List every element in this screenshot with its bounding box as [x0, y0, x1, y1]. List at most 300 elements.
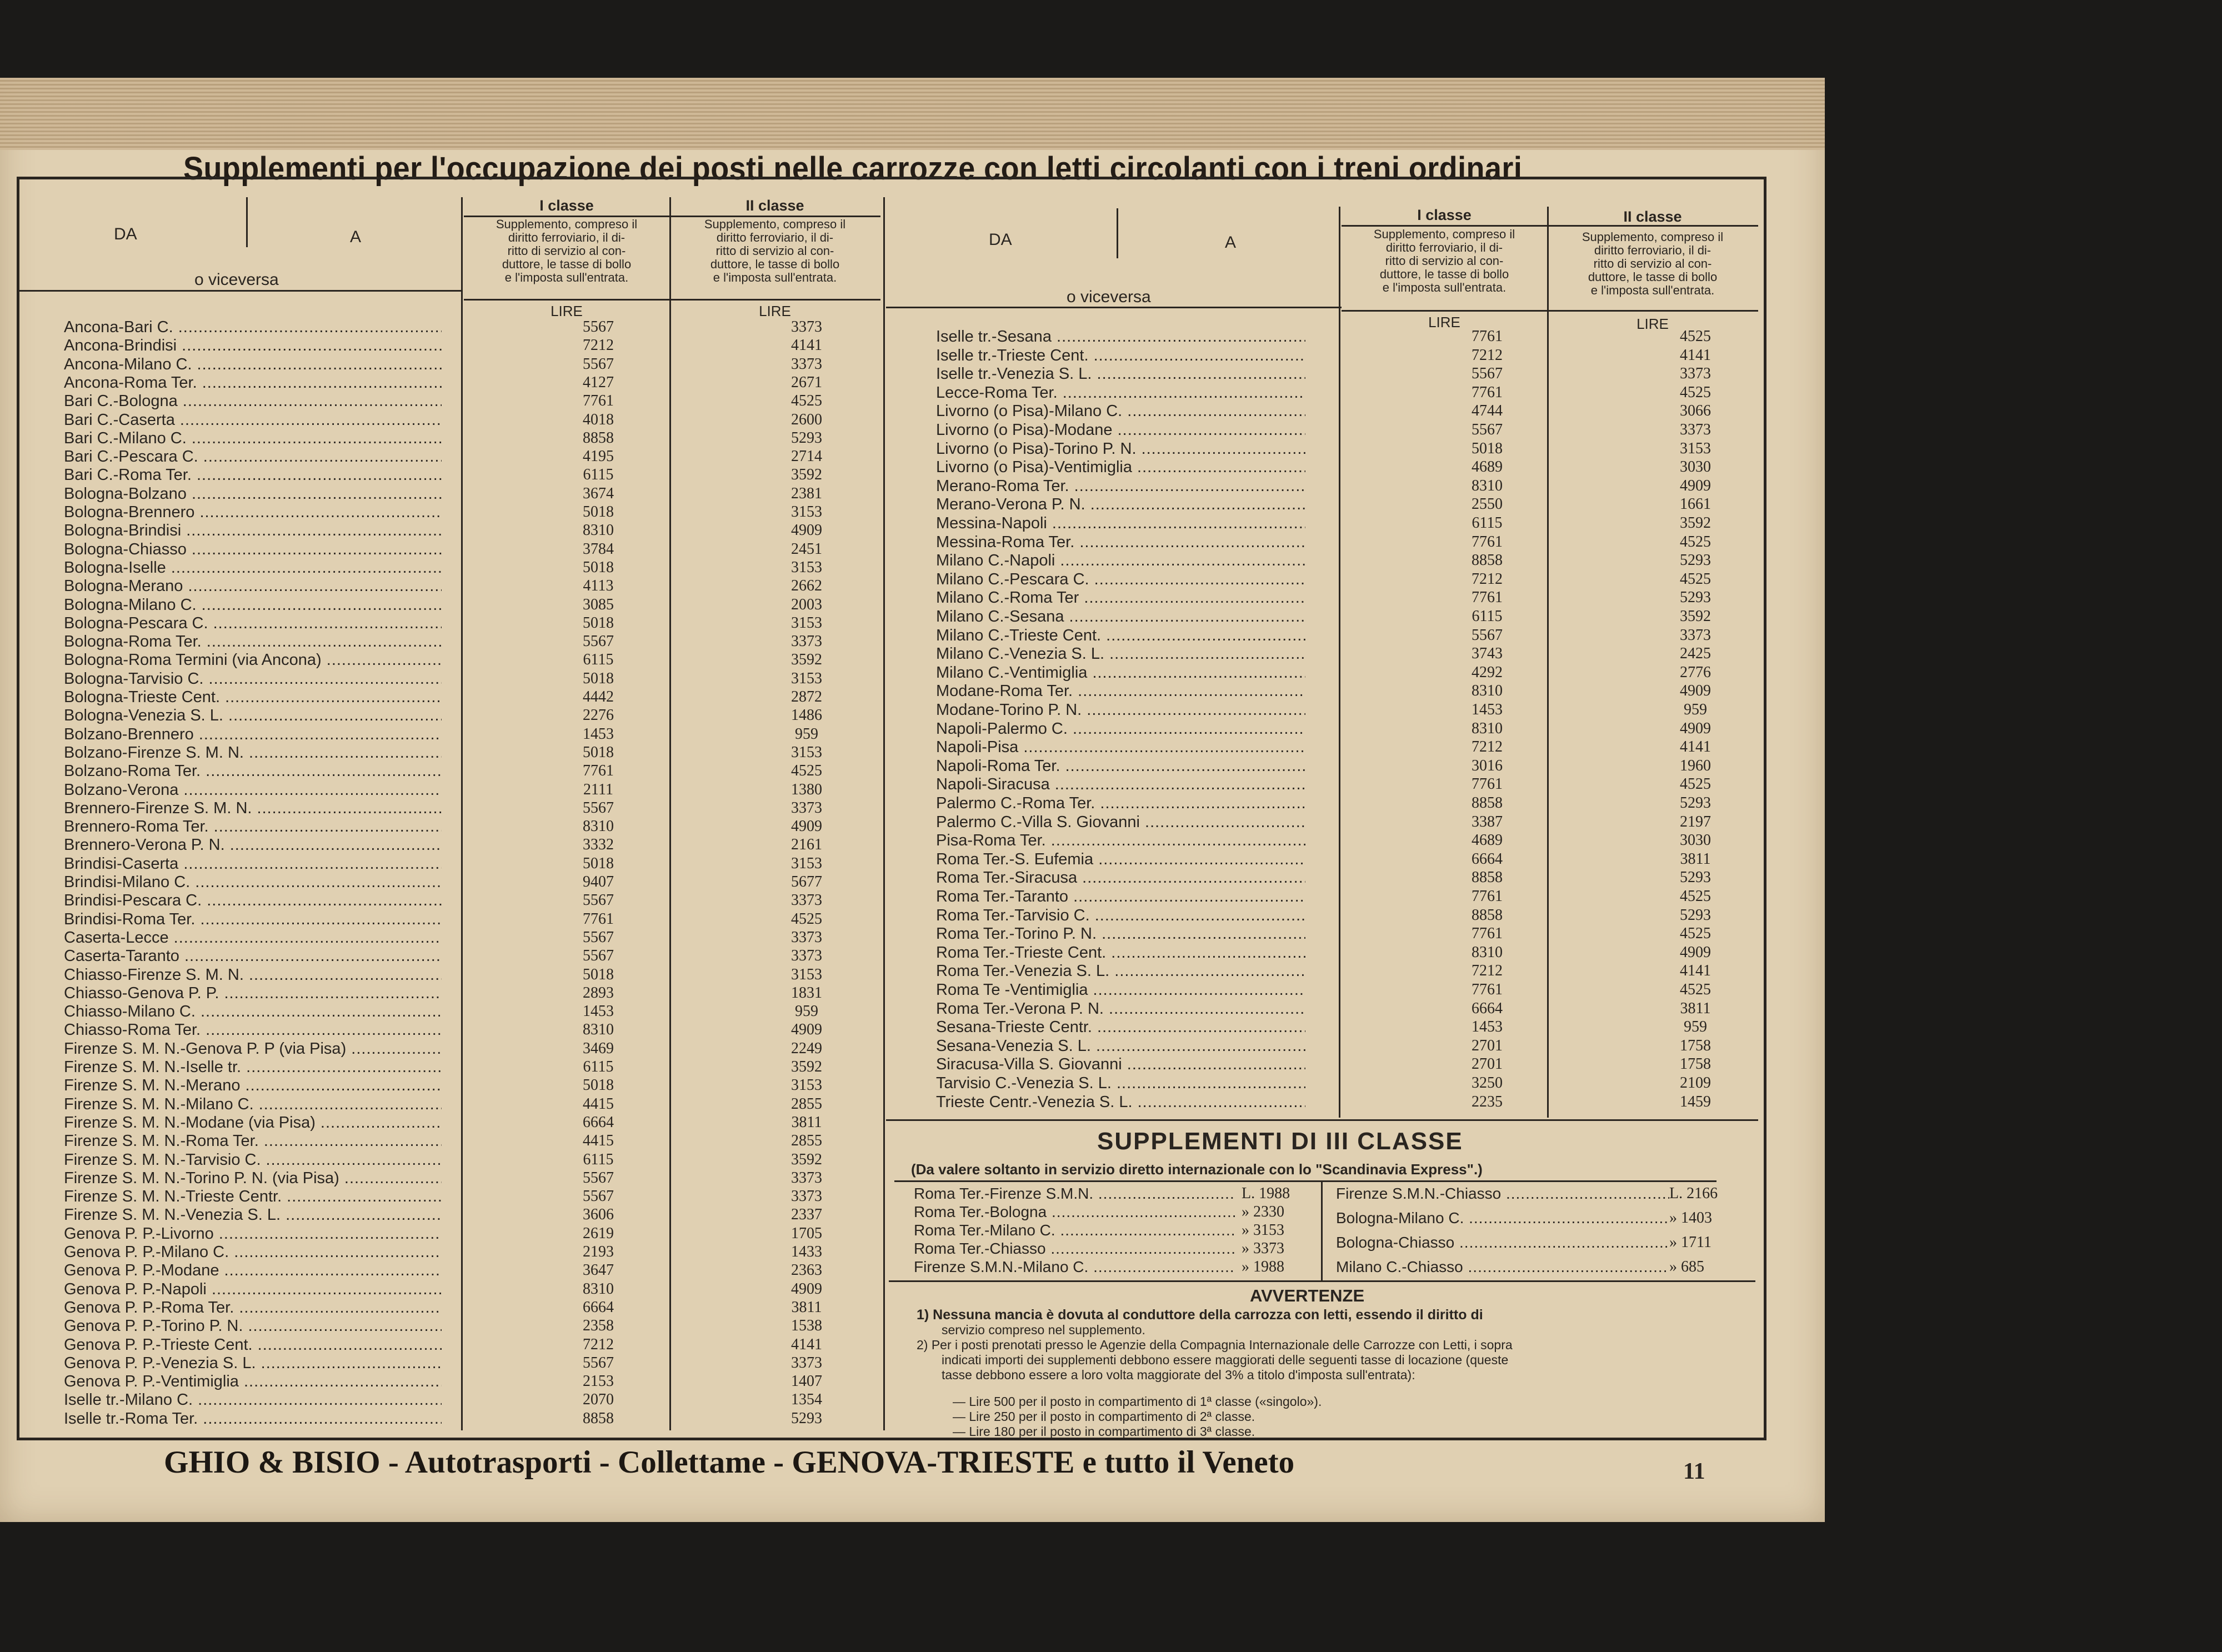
- left-class2-label: II classe: [745, 197, 804, 214]
- class1-price: 6115: [1472, 608, 1503, 625]
- route-label: Firenze S. M. N.-Tarvisio C. .....: [64, 1151, 442, 1169]
- class1-price: 8310: [583, 1280, 614, 1298]
- left-row: [64, 651, 884, 669]
- class2-price: 4909: [791, 818, 822, 835]
- class2-price: 3373: [791, 892, 822, 909]
- class2-price: 3153: [1680, 439, 1711, 457]
- route-label: Bologna-Brennero .....: [64, 503, 442, 522]
- class2-price: 4909: [791, 1280, 822, 1298]
- left-desc-rule: [464, 299, 880, 301]
- route-label: Bologna-Roma Termini (via Ancona) .....: [64, 651, 442, 669]
- left-header-divider: [246, 197, 248, 247]
- class1-price: 4113: [583, 577, 614, 595]
- class2-price: 3373: [791, 355, 822, 373]
- left-row: [64, 1206, 884, 1224]
- right-row: [936, 869, 1773, 887]
- route-label: Roma Ter.-Trieste Cent. .....: [936, 944, 1305, 962]
- class1-price: 5018: [1472, 439, 1503, 457]
- left-row: [64, 392, 884, 411]
- right-row: [936, 402, 1773, 420]
- route-label: Modane-Roma Ter. .....: [936, 682, 1305, 700]
- iii-route-label: Roma Ter.-Firenze S.M.N. .....: [914, 1185, 1236, 1203]
- route-label: Trieste Centr.-Venezia S. L. .....: [936, 1093, 1305, 1112]
- route-label: Napoli-Palermo C. .....: [936, 720, 1305, 738]
- route-label: Tarvisio C.-Venezia S. L. .....: [936, 1074, 1305, 1093]
- route-label: Bologna-Tarvisio C. .....: [64, 670, 442, 688]
- class1-price: 3387: [1472, 813, 1503, 830]
- left-row: [64, 540, 884, 559]
- route-label: Genova P. P.-Torino P. N. .....: [64, 1317, 442, 1335]
- class2-price: 2671: [791, 373, 822, 391]
- route-label: Iselle tr.-Sesana .....: [936, 328, 1305, 346]
- class1-price: 2701: [1472, 1037, 1503, 1054]
- class1-price: 8310: [1472, 719, 1503, 737]
- left-row: [64, 892, 884, 910]
- left-row: [64, 318, 884, 337]
- class2-price: 4525: [791, 910, 822, 928]
- right-row: [936, 570, 1773, 589]
- route-label: Bari C.-Bologna .....: [64, 392, 442, 411]
- class1-price: 5018: [583, 669, 614, 687]
- left-row: [64, 356, 884, 374]
- class1-price: 2111: [583, 780, 613, 798]
- route-label: Messina-Napoli .....: [936, 514, 1305, 533]
- left-row: [64, 448, 884, 466]
- left-row: [64, 374, 884, 392]
- left-row: [64, 725, 884, 744]
- right-row: [936, 645, 1773, 663]
- right-row: [936, 1018, 1773, 1037]
- class1-price: 3085: [583, 595, 614, 613]
- left-row: [64, 1280, 884, 1299]
- right-row: [936, 794, 1773, 813]
- left-row: [64, 1114, 884, 1132]
- route-label: Brindisi-Milano C. .....: [64, 873, 442, 892]
- route-label: Livorno (o Pisa)-Ventimiglia .....: [936, 458, 1305, 477]
- route-label: Milano C.-Pescara C. .....: [936, 570, 1305, 589]
- route-label: Bari C.-Caserta .....: [64, 411, 442, 429]
- class1-price: 5018: [583, 558, 614, 576]
- class2-price: 3373: [791, 318, 822, 336]
- class2-price: 4525: [1680, 383, 1711, 401]
- route-label: Siracusa-Villa S. Giovanni .....: [936, 1055, 1305, 1074]
- class2-price: 3373: [791, 1188, 822, 1205]
- page-number: 11: [1683, 1459, 1705, 1484]
- iii-header-rule: [894, 1180, 1716, 1182]
- left-row: [64, 670, 884, 688]
- route-label: Genova P. P.-Napoli .....: [64, 1280, 442, 1299]
- route-label: Roma Ter.-Taranto .....: [936, 888, 1305, 906]
- left-row: [64, 1317, 884, 1335]
- class1-price: 8858: [1472, 906, 1503, 924]
- class1-price: 7212: [1472, 962, 1503, 980]
- right-row: [936, 813, 1773, 832]
- class1-price: 7761: [1472, 888, 1503, 905]
- class2-price: 5293: [1680, 869, 1711, 887]
- left-row: [64, 799, 884, 818]
- class1-price: 7761: [1472, 981, 1503, 998]
- class1-price: 3784: [583, 540, 614, 558]
- iii-price: » 1711: [1669, 1234, 1711, 1251]
- class1-price: 5567: [583, 633, 614, 650]
- left-row: [64, 1021, 884, 1039]
- class1-price: 7761: [1472, 383, 1503, 401]
- route-label: Brindisi-Caserta .....: [64, 855, 442, 873]
- right-row: [936, 440, 1773, 458]
- class2-price: 4525: [1680, 328, 1711, 345]
- iii-bottom-rule: [889, 1280, 1755, 1282]
- left-row: [64, 1132, 884, 1150]
- class2-price: 2197: [1680, 813, 1711, 830]
- route-label: Bologna-Milano C. .....: [64, 596, 442, 614]
- right-row: [936, 888, 1773, 906]
- right-header-rule: [886, 307, 1342, 308]
- right-header-a: A: [1225, 233, 1237, 252]
- class2-price: 3066: [1680, 402, 1711, 420]
- left-row: [64, 1243, 884, 1261]
- route-label: Firenze S. M. N.-Modane (via Pisa) .....: [64, 1114, 442, 1132]
- right-row: [936, 347, 1773, 365]
- right-row: [936, 1000, 1773, 1018]
- class1-price: 5567: [1472, 365, 1503, 383]
- class2-price: 1486: [791, 707, 822, 724]
- iii-top-rule: [886, 1119, 1758, 1121]
- left-row: [64, 1003, 884, 1021]
- left-row: [64, 614, 884, 633]
- class2-price: 959: [795, 1003, 818, 1020]
- class2-price: 1538: [791, 1317, 822, 1335]
- class2-price: 3811: [791, 1113, 822, 1131]
- route-label: Ancona-Roma Ter. .....: [64, 374, 442, 392]
- class2-price: 1661: [1680, 495, 1711, 513]
- right-row: [936, 944, 1773, 962]
- class2-price: 3811: [1680, 999, 1711, 1017]
- class2-price: 2425: [1680, 645, 1711, 663]
- class2-price: 4525: [1680, 570, 1711, 588]
- class1-price: 1453: [583, 725, 614, 743]
- class2-price: 3373: [791, 928, 822, 946]
- route-label: Merano-Roma Ter. .....: [936, 477, 1305, 495]
- right-row: [936, 458, 1773, 477]
- right-row: [936, 1037, 1773, 1055]
- class1-price: 3332: [583, 836, 614, 854]
- left-row: [64, 1188, 884, 1206]
- iii-route-label: Firenze S.M.N.-Milano C. .....: [914, 1258, 1236, 1276]
- class1-price: 7761: [1472, 589, 1503, 607]
- right-class1-desc: Supplemento, compreso il diritto ferroviario, il di- ritto di servizio al con- duttore, le tasse di bollo e l'imposta sull'entrata.: [1373, 227, 1515, 294]
- class1-price: 4415: [583, 1132, 614, 1150]
- route-label: Palermo C.-Roma Ter. .....: [936, 794, 1305, 813]
- class1-price: 3606: [583, 1206, 614, 1224]
- class1-price: 3647: [583, 1261, 614, 1279]
- iii-route-label: Firenze S.M.N.-Chiasso .....: [1336, 1185, 1669, 1203]
- route-label: Firenze S. M. N.-Torino P. N. (via Pisa) .....: [64, 1169, 442, 1188]
- class1-price: 1453: [1472, 1018, 1503, 1036]
- right-row: [936, 925, 1773, 943]
- class1-price: 7212: [1472, 346, 1503, 364]
- class1-price: 5567: [583, 318, 614, 336]
- route-label: Firenze S. M. N.-Iselle tr. .....: [64, 1058, 442, 1077]
- class1-price: 7212: [1472, 738, 1503, 756]
- class2-price: 3373: [791, 1354, 822, 1371]
- right-row: [936, 757, 1773, 775]
- class2-price: 5293: [1680, 794, 1711, 812]
- class1-price: 1453: [1472, 701, 1503, 718]
- right-row: [936, 907, 1773, 925]
- class1-price: 5018: [583, 614, 614, 632]
- class1-price: 5018: [583, 503, 614, 520]
- left-row: [64, 781, 884, 799]
- class1-price: 8858: [1472, 552, 1503, 569]
- right-row: [936, 1093, 1773, 1112]
- route-label: Iselle tr.-Trieste Cent. .....: [936, 347, 1305, 365]
- right-row: [936, 850, 1773, 869]
- route-label: Ancona-Brindisi .....: [64, 337, 442, 355]
- left-row: [64, 966, 884, 984]
- right-row: [936, 477, 1773, 495]
- class1-price: 4744: [1472, 402, 1503, 420]
- class1-price: 3674: [583, 484, 614, 502]
- route-label: Lecce-Roma Ter. .....: [936, 384, 1305, 402]
- route-label: Napoli-Roma Ter. .....: [936, 757, 1305, 775]
- class1-price: 6664: [583, 1113, 614, 1131]
- right-row: [936, 589, 1773, 607]
- route-label: Sesana-Trieste Centr. .....: [936, 1018, 1305, 1037]
- class2-price: 4141: [791, 1335, 822, 1353]
- right-row: [936, 1074, 1773, 1093]
- class2-price: 2600: [791, 411, 822, 428]
- class2-price: 1705: [791, 1224, 822, 1242]
- left-row: [64, 1169, 884, 1188]
- class2-price: 5293: [791, 429, 822, 447]
- iii-route-label: Milano C.-Chiasso .....: [1336, 1258, 1669, 1276]
- route-label: Chiasso-Genova P. P. .....: [64, 984, 442, 1003]
- route-label: Iselle tr.-Roma Ter. .....: [64, 1410, 442, 1428]
- class2-price: 3592: [791, 1058, 822, 1075]
- class2-price: 3373: [791, 799, 822, 817]
- route-label: Milano C.-Napoli .....: [936, 552, 1305, 570]
- right-class1-label: I classe: [1417, 207, 1472, 223]
- route-label: Bologna-Venezia S. L. .....: [64, 707, 442, 725]
- iii-price: » 1403: [1669, 1209, 1712, 1227]
- class2-price: 4909: [791, 522, 822, 539]
- right-header-viceversa: o viceversa: [1067, 288, 1151, 306]
- class1-price: 7212: [583, 1335, 614, 1353]
- class1-price: 5018: [583, 965, 614, 983]
- route-label: Chiasso-Roma Ter. .....: [64, 1021, 442, 1039]
- class2-price: 3153: [791, 1077, 822, 1094]
- left-row: [64, 836, 884, 854]
- class1-price: 7212: [1472, 570, 1503, 588]
- route-label: Chiasso-Milano C. .....: [64, 1003, 442, 1021]
- class1-price: 6664: [583, 1298, 614, 1316]
- class1-price: 6115: [583, 651, 614, 669]
- class2-price: 2381: [791, 484, 822, 502]
- class1-price: 6115: [583, 1058, 614, 1075]
- right-class-rule: [1342, 225, 1758, 227]
- route-label: Bologna-Chiasso .....: [64, 540, 442, 559]
- route-label: Milano C.-Trieste Cent. .....: [936, 627, 1305, 645]
- class1-price: 8310: [583, 818, 614, 835]
- left-row: [64, 577, 884, 595]
- route-label: Firenze S. M. N.-Roma Ter. .....: [64, 1132, 442, 1150]
- class2-price: 3153: [791, 669, 822, 687]
- iii-class-subtitle: (Da valere soltanto in servizio diretto internazionale con lo "Scandinavia Express".): [911, 1161, 1483, 1178]
- class1-price: 7212: [583, 337, 614, 354]
- route-label: Roma Ter.-Verona P. N. .....: [936, 1000, 1305, 1018]
- class1-price: 8310: [583, 1021, 614, 1039]
- class2-price: 3030: [1680, 832, 1711, 849]
- left-row: [64, 707, 884, 725]
- class1-price: 7761: [1472, 533, 1503, 550]
- route-label: Ancona-Milano C. .....: [64, 356, 442, 374]
- left-row: [64, 1225, 884, 1243]
- page-edge: [0, 78, 1825, 150]
- class1-price: 6664: [1472, 850, 1503, 868]
- left-row: [64, 1354, 884, 1373]
- route-label: Bologna-Merano .....: [64, 577, 442, 595]
- left-row: [64, 1373, 884, 1391]
- iii-route-label: Roma Ter.-Bologna .....: [914, 1203, 1236, 1221]
- left-row: [64, 1151, 884, 1169]
- avvertenze-line: — Lire 500 per il posto in compartimento di 1ª classe («singolo»).: [953, 1394, 1322, 1409]
- class2-price: 4141: [791, 337, 822, 354]
- class1-price: 7761: [583, 910, 614, 928]
- route-label: Bologna-Iselle .....: [64, 559, 442, 577]
- class2-price: 2776: [1680, 663, 1711, 681]
- iii-price: » 685: [1669, 1258, 1704, 1275]
- avvertenze-line: tasse debbono essere a loro volta maggiorate del 3% a titolo d'imposta sull'entrata):: [942, 1368, 1415, 1382]
- left-row: [64, 688, 884, 707]
- route-label: Caserta-Lecce .....: [64, 929, 442, 947]
- iii-price: » 3373: [1242, 1240, 1284, 1257]
- class2-price: 4525: [1680, 981, 1711, 998]
- right-row: [936, 514, 1773, 533]
- iii-route-label: Roma Ter.-Milano C. .....: [914, 1222, 1236, 1239]
- class1-price: 4127: [583, 373, 614, 391]
- right-class2-desc: Supplemento, compreso il diritto ferroviario, il di- ritto di servizio al con- duttore, le tasse di bollo e l'imposta sull'entrata.: [1582, 230, 1724, 297]
- left-row: [64, 559, 884, 577]
- left-header-viceversa: o viceversa: [194, 271, 279, 289]
- class1-price: 6664: [1472, 999, 1503, 1017]
- route-label: Bolzano-Roma Ter. .....: [64, 762, 442, 780]
- class2-price: 4525: [791, 762, 822, 780]
- left-header-da: DA: [114, 225, 137, 243]
- class2-price: 3592: [1680, 514, 1711, 532]
- iii-route-label: Bologna-Milano C. .....: [1336, 1209, 1669, 1227]
- right-class2-label: II classe: [1623, 208, 1682, 225]
- class2-price: 3153: [791, 965, 822, 983]
- route-label: Palermo C.-Villa S. Giovanni .....: [936, 813, 1305, 832]
- right-row: [936, 328, 1773, 346]
- route-label: Bari C.-Roma Ter. .....: [64, 466, 442, 484]
- class2-price: 5677: [791, 873, 822, 890]
- class2-price: 1758: [1680, 1055, 1711, 1073]
- route-label: Firenze S. M. N.-Trieste Centr. .....: [64, 1188, 442, 1206]
- route-label: Milano C.-Sesana .....: [936, 608, 1305, 626]
- iii-col-divider: [1321, 1182, 1323, 1282]
- left-row: [64, 633, 884, 651]
- left-row: [64, 818, 884, 836]
- class1-price: 7761: [583, 762, 614, 780]
- right-header-divider: [1117, 208, 1118, 258]
- class1-price: 4689: [1472, 458, 1503, 476]
- class1-price: 2070: [583, 1391, 614, 1409]
- class1-price: 8310: [1472, 682, 1503, 700]
- right-row: [936, 981, 1773, 999]
- route-label: Genova P. P.-Roma Ter. .....: [64, 1299, 442, 1317]
- right-row: [936, 495, 1773, 514]
- left-row: [64, 1391, 884, 1409]
- class1-price: 8310: [1472, 943, 1503, 961]
- route-label: Bologna-Trieste Cent. .....: [64, 688, 442, 707]
- iii-class-title: SUPPLEMENTI DI III CLASSE: [1097, 1128, 1463, 1155]
- class1-price: 8858: [1472, 794, 1503, 812]
- class1-price: 3743: [1472, 645, 1503, 663]
- route-label: Roma Ter.-Venezia S. L. .....: [936, 962, 1305, 980]
- class2-price: 2003: [791, 595, 822, 613]
- route-label: Modane-Torino P. N. .....: [936, 701, 1305, 719]
- class1-price: 8858: [1472, 869, 1503, 887]
- right-row: [936, 720, 1773, 738]
- avvertenze-title: AVVERTENZE: [1250, 1286, 1365, 1305]
- avvertenze-line: indicati importi dei supplementi debbono essere maggiorati delle seguenti tasse di locazione (queste: [942, 1353, 1509, 1367]
- left-row: [64, 1095, 884, 1114]
- class2-price: 4141: [1680, 962, 1711, 980]
- left-row: [64, 855, 884, 873]
- class2-price: 2109: [1680, 1074, 1711, 1092]
- route-label: Pisa-Roma Ter. .....: [936, 832, 1305, 850]
- left-row: [64, 411, 884, 429]
- class1-price: 5018: [583, 854, 614, 872]
- class1-price: 4689: [1472, 832, 1503, 849]
- class2-price: 3030: [1680, 458, 1711, 476]
- class2-price: 5293: [1680, 552, 1711, 569]
- route-label: Genova P. P.-Modane .....: [64, 1261, 442, 1280]
- class2-price: 1831: [791, 984, 822, 1002]
- route-label: Brindisi-Roma Ter. .....: [64, 910, 442, 929]
- left-row: [64, 744, 884, 762]
- route-label: Firenze S. M. N.-Merano .....: [64, 1077, 442, 1095]
- left-row: [64, 596, 884, 614]
- class1-price: 2193: [583, 1243, 614, 1260]
- class1-price: 5567: [583, 1354, 614, 1371]
- route-label: Bolzano-Verona .....: [64, 781, 442, 799]
- left-lire-1: LIRE: [551, 303, 583, 319]
- right-lire-2: LIRE: [1637, 316, 1669, 332]
- class2-price: 2662: [791, 577, 822, 595]
- route-label: Firenze S. M. N.-Milano C. .....: [64, 1095, 442, 1114]
- class2-price: 2855: [791, 1132, 822, 1150]
- avvertenze-line: 2) Per i posti prenotati presso le Agenzie della Compagnia Internazionale delle Carrozze con Letti, i sopra: [917, 1338, 1513, 1352]
- class2-price: 5293: [1680, 589, 1711, 607]
- class1-price: 2235: [1472, 1093, 1503, 1110]
- class1-price: 5567: [583, 1169, 614, 1187]
- class2-price: 3811: [1680, 850, 1711, 868]
- route-label: Bolzano-Brennero .....: [64, 725, 442, 744]
- class1-price: 5018: [583, 743, 614, 761]
- right-row: [936, 608, 1773, 626]
- right-row: [936, 365, 1773, 383]
- route-label: Bari C.-Pescara C. .....: [64, 448, 442, 466]
- class2-price: 3592: [791, 1150, 822, 1168]
- route-label: Milano C.-Roma Ter .....: [936, 589, 1305, 607]
- class1-price: 5567: [583, 1188, 614, 1205]
- route-label: Napoli-Pisa .....: [936, 738, 1305, 757]
- iii-price: » 3153: [1242, 1222, 1284, 1239]
- class2-price: 3153: [791, 854, 822, 872]
- left-row: [64, 947, 884, 965]
